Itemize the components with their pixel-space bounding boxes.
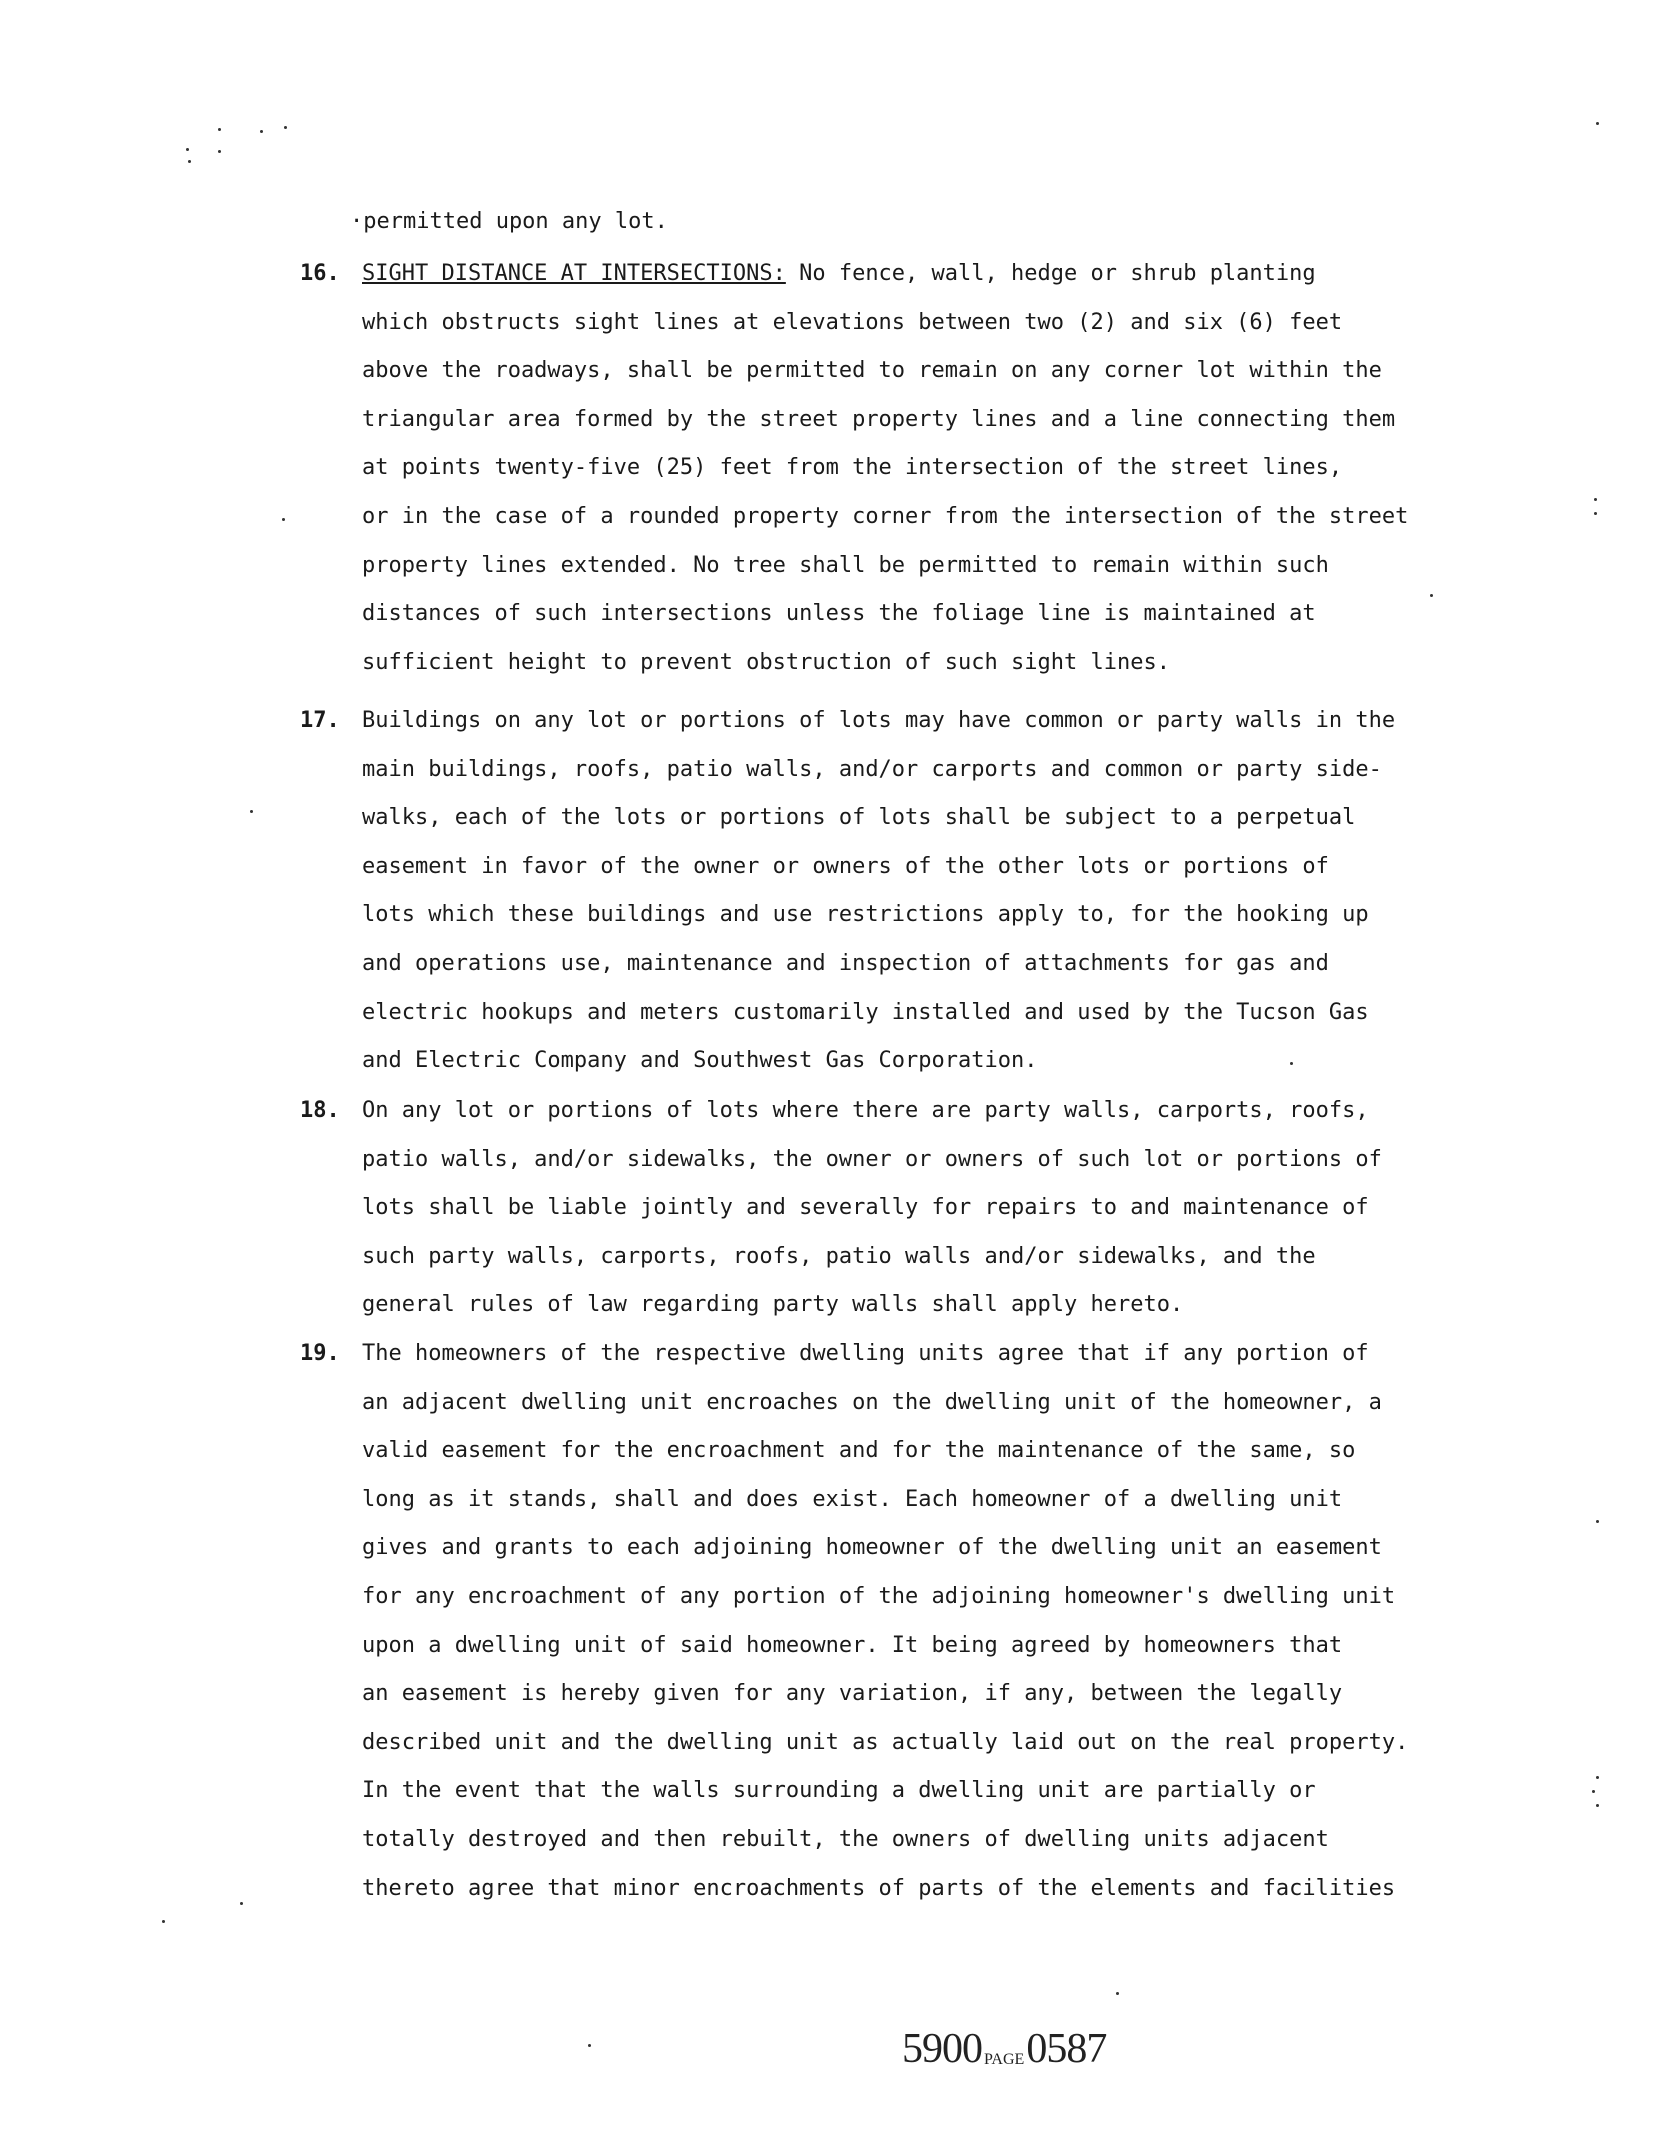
scan-speck [282,518,285,521]
scan-speck [1596,1776,1599,1779]
item-line: main buildings, roofs, patio walls, and/or carports and common or party side- [362,756,1382,782]
item-line: and operations use, maintenance and inspection of attachments for gas and [362,950,1329,976]
scan-speck [1594,498,1597,501]
scan-speck [218,128,221,131]
book-number: 5900 [902,2026,982,2072]
item-line: such party walls, carports, roofs, patio walls and/or sidewalks, and the [362,1243,1316,1269]
item-line: or in the case of a rounded property corner from the intersection of the street [362,503,1409,529]
item-line: general rules of law regarding party walls shall apply hereto. [362,1292,1184,1318]
item-line: and Electric Company and Southwest Gas Corporation. [362,1048,1038,1074]
scan-speck [260,130,263,133]
item-line: In the event that the walls surrounding a dwelling unit are partially or [362,1778,1316,1804]
scan-speck [1430,594,1433,597]
item-heading: SIGHT DISTANCE AT INTERSECTIONS: [362,261,786,286]
item-body [362,697,1396,1086]
scan-speck [1594,512,1597,515]
item-line: upon a dwelling unit of said homeowner. It being agreed by homeowners that [362,1632,1343,1658]
scan-speck [1596,1804,1599,1807]
item-line: On any lot or portions of lots where there are party walls, carports, roofs, [362,1098,1369,1123]
item-line: lots which these buildings and use restrictions apply to, for the hooking up [362,902,1369,928]
scan-speck [188,160,191,163]
item-line: gives and grants to each adjoining homeowner of the dwelling unit an easement [362,1535,1382,1561]
item-line: The homeowners of the respective dwelling units agree that if any portion of [362,1341,1369,1366]
item-body [362,1330,1409,1913]
item-line: walks, each of the lots or portions of lots shall be subject to a perpetual [362,805,1356,831]
continuation-line: ·permitted upon any lot. [350,209,668,234]
item-line: electric hookups and meters customarily installed and used by the Tucson Gas [362,999,1369,1025]
item-line: which obstructs sight lines at elevations between two (2) and six (6) feet [362,309,1343,335]
scan-speck [1596,122,1599,125]
item-line: for any encroachment of any portion of the adjoining homeowner's dwelling unit [362,1583,1396,1609]
item-line: sufficient height to prevent obstruction of such sight lines. [362,649,1170,675]
item-line: described unit and the dwelling unit as actually laid out on the real property. [362,1729,1409,1755]
scan-speck [1596,1520,1599,1523]
scan-speck [284,126,287,129]
item-line: at points twenty-five (25) feet from the intersection of the street lines, [362,455,1343,481]
scan-speck [1116,1992,1119,1995]
book-page-stamp [902,2025,1106,2073]
item-line: triangular area formed by the street property lines and a line connecting them [362,406,1396,432]
page-number: 0587 [1026,2026,1107,2072]
item-line: an adjacent dwelling unit encroaches on the dwelling unit of the homeowner, a [362,1389,1382,1415]
item-line: above the roadways, shall be permitted to remain on any corner lot within the [362,358,1382,384]
item-number: 16. [300,261,340,286]
item-line: long as it stands, shall and does exist. Each homeowner of a dwelling unit [362,1486,1343,1512]
scan-speck [218,150,221,153]
item-number: 18. [300,1098,340,1123]
item-number: 17. [300,708,340,733]
item-heading-rest: No fence, wall, hedge or shrub planting [785,261,1316,286]
item-line: easement in favor of the owner or owners of the other lots or portions of [362,853,1329,879]
scan-speck [1290,1062,1293,1065]
item-line: distances of such intersections unless the foliage line is maintained at [362,601,1316,627]
item-line: totally destroyed and then rebuilt, the owners of dwelling units adjacent [362,1826,1329,1852]
item-line: patio walls, and/or sidewalks, the owner or owners of such lot or portions of [362,1146,1382,1172]
item-number: 19. [300,1341,340,1366]
scan-speck [588,2044,591,2047]
scan-speck [240,1902,243,1905]
item-line: valid easement for the encroachment and for the maintenance of the same, so [362,1438,1356,1464]
scan-speck [162,1920,165,1923]
item-line [362,250,1362,299]
page-label: PAGE [984,2051,1025,2068]
item-line: an easement is hereby given for any variation, if any, between the legally [362,1681,1343,1707]
scan-speck [1592,1790,1595,1793]
item-line: lots shall be liable jointly and severally for repairs to and maintenance of [362,1195,1369,1221]
item-body [362,250,1409,687]
item-body [362,1087,1382,1330]
scan-speck [250,810,253,813]
item-line: thereto agree that minor encroachments of parts of the elements and facilities [362,1875,1396,1901]
item-line: Buildings on any lot or portions of lots may have common or party walls in the [362,708,1396,733]
scan-speck [186,148,189,151]
item-line: property lines extended. No tree shall be permitted to remain within such [362,552,1329,578]
